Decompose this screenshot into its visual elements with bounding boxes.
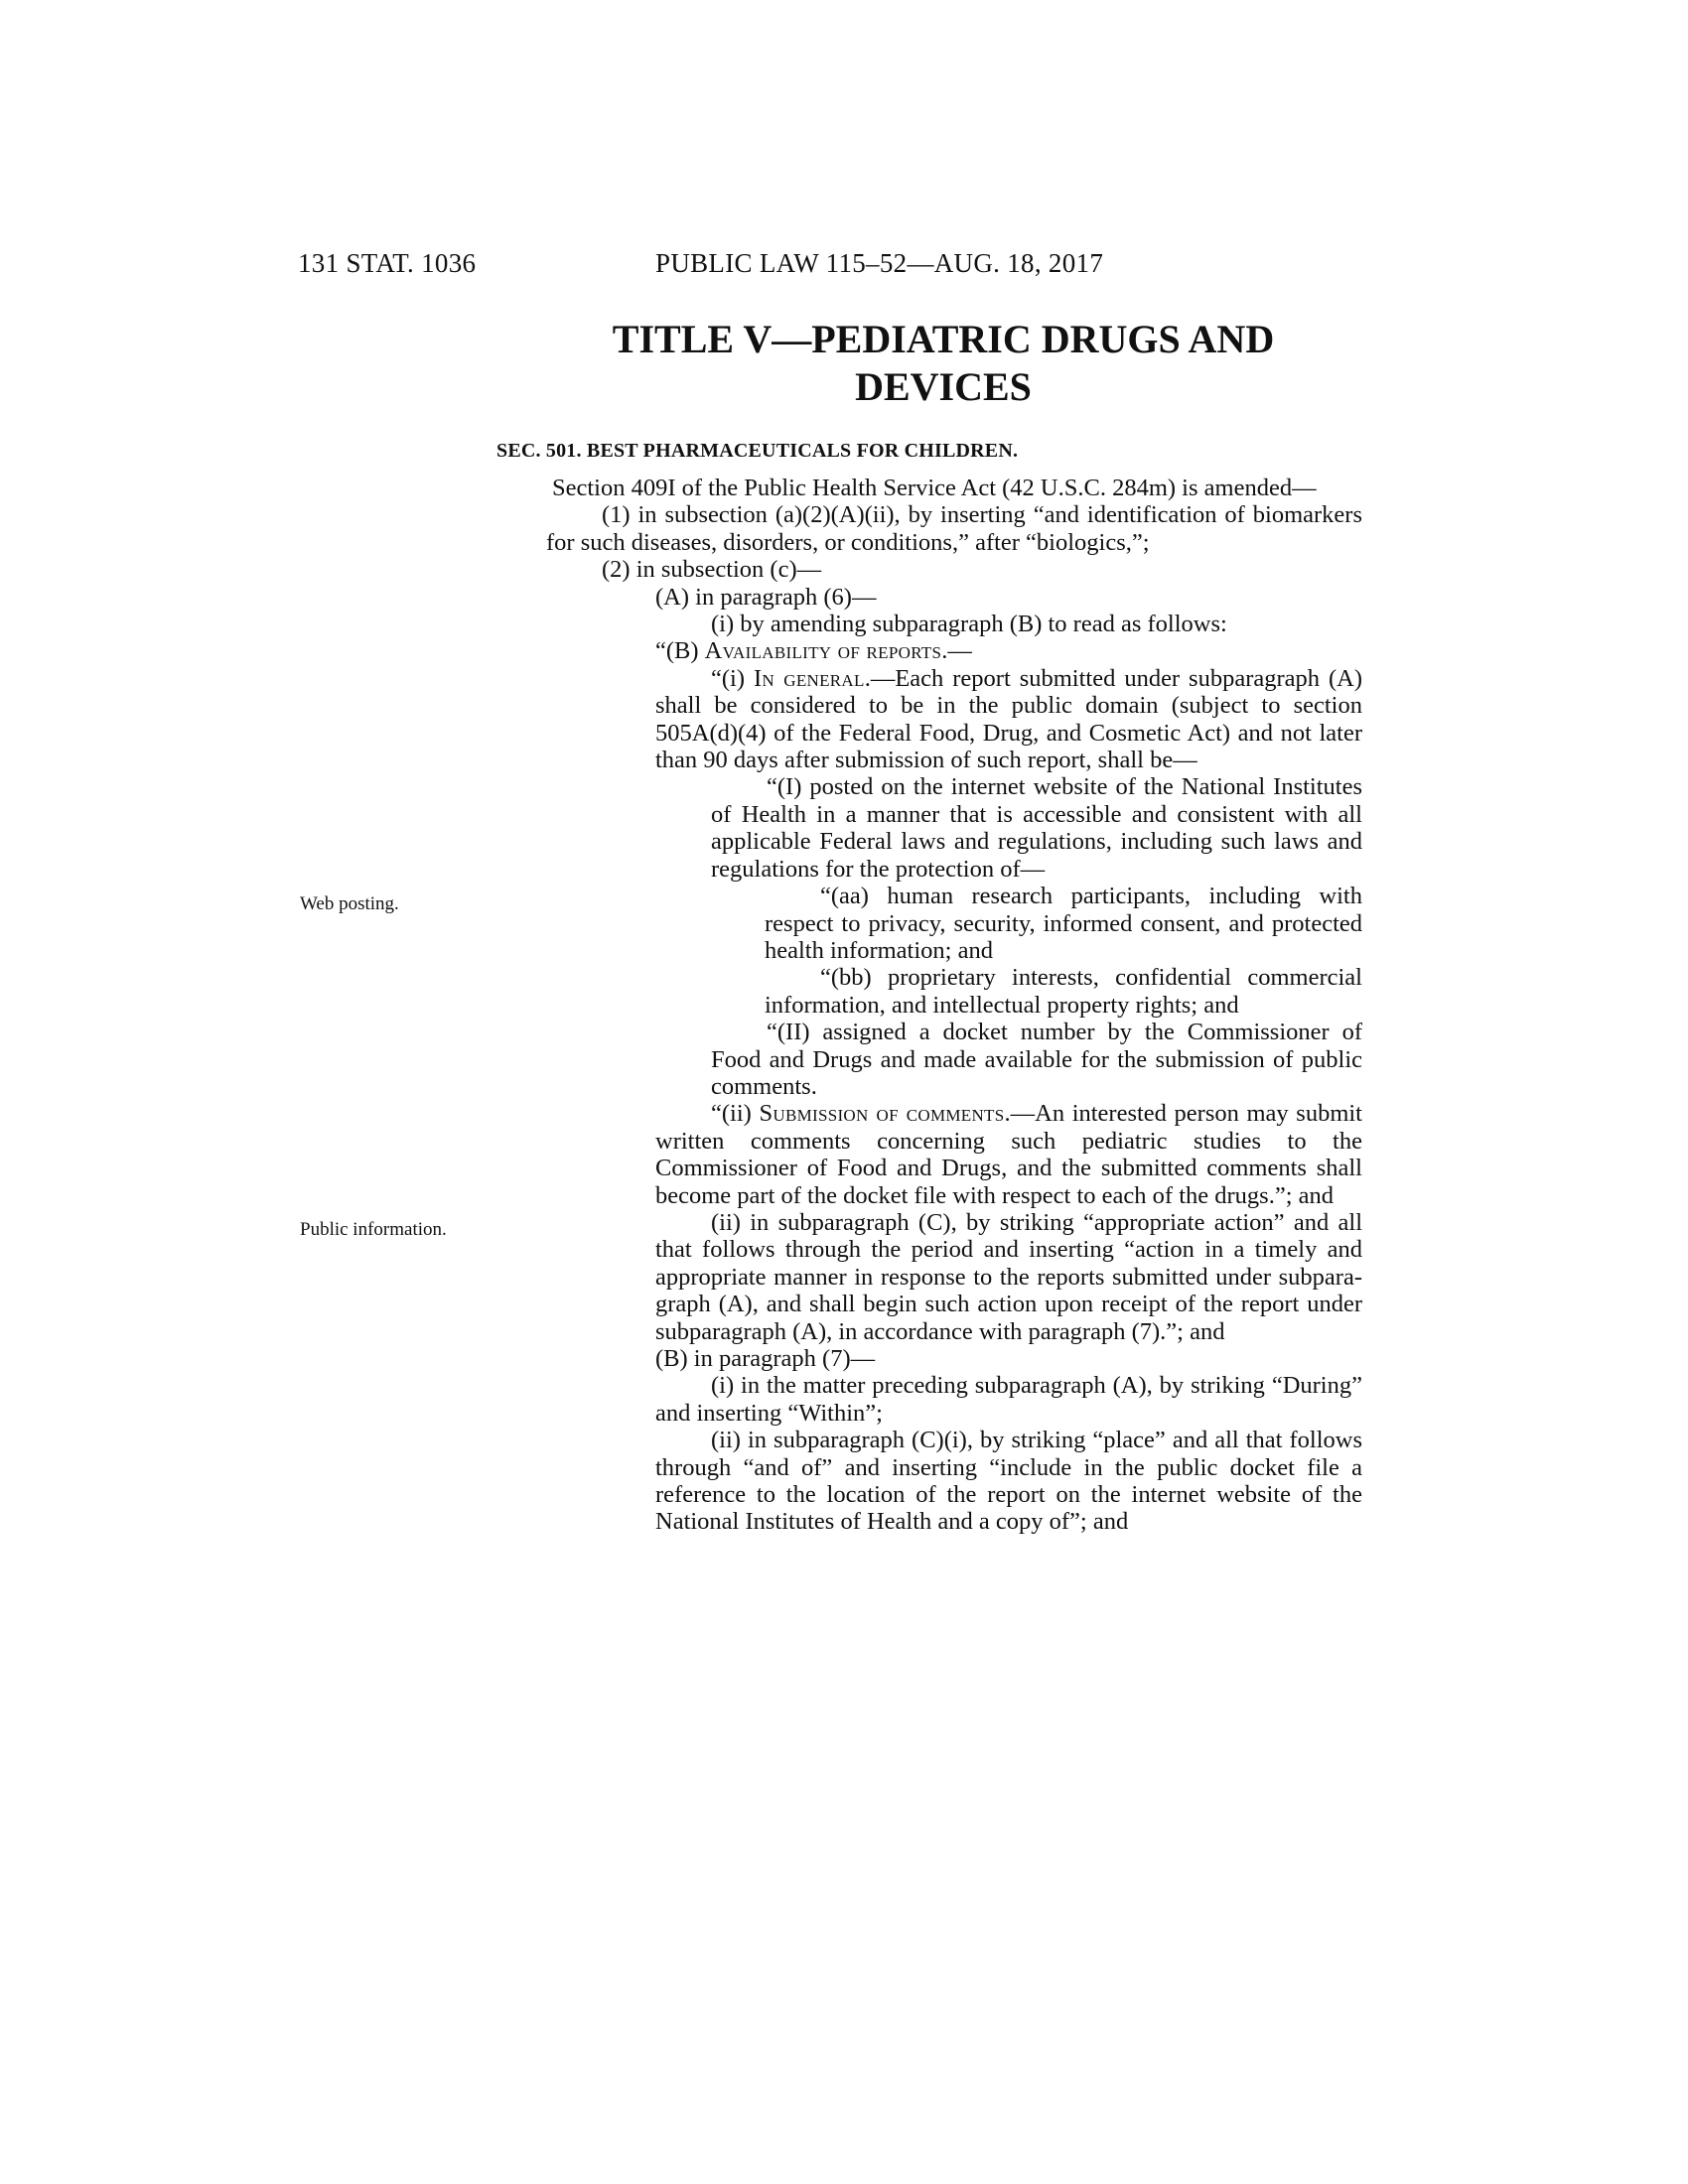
paragraph-I-posted: “(I) posted on the internet website of the National Institutes of Health in a manner that is accessible and consistent with all applicable Federal laws and regulations, including such laws and regulations for the protection of—: [711, 773, 1362, 883]
paragraph-i-amend: (i) by amending subparagraph (B) to read as follows:: [711, 611, 1227, 638]
paragraph-i-heading: In general: [753, 664, 865, 692]
paragraph-B-7: (B) in paragraph (7)—: [655, 1345, 876, 1372]
paragraph-i-text: .—Each report submitted under subparagraph (A) shall be considered to be in the public domain (subject to section 505A(d)(4) of the Federal Food, Drug, and Cosmetic Act) and not later than 90 days after submission of such report, shall be—: [655, 664, 1363, 774]
statute-citation: 131 STAT. 1036: [298, 248, 477, 278]
paragraph-i-during: (i) in the matter preceding subparagraph (A), by striking “During” and inserting “Within”;: [655, 1372, 1362, 1427]
title-line-1: TITLE V—PEDIATRIC DRUGS AND: [612, 317, 1275, 361]
paragraph-intro: Section 409I of the Public Health Service Act (42 U.S.C. 284m) is amended—: [552, 475, 1317, 501]
paragraph-ii-heading: Submission of comments: [759, 1100, 1005, 1128]
paragraph-II-docket: “(II) assigned a docket number by the Commissioner of Food and Drugs and made available for the submission of public comments.: [711, 1019, 1362, 1100]
paragraph-B-prefix: “(B): [655, 637, 705, 665]
margin-note-public-information: Public information.: [300, 1219, 447, 1240]
body-text: [496, 475, 1362, 1536]
paragraph-B-availability: [496, 637, 1362, 664]
paragraph-bb: “(bb) proprietary interests, confidential commercial information, and intellectual property rights; and: [765, 964, 1362, 1019]
paragraph-B-suffix: .—: [941, 637, 972, 665]
paragraph-A: (A) in paragraph (6)—: [655, 583, 877, 611]
paragraph-2: (2) in subsection (c)—: [602, 556, 822, 584]
paragraph-ii-text: .—An interested person may submit written comments concerning such pediatric studies to the Commissioner of Food and Drugs, and the submitted comments shall become part of the docket file with respect to each of the drugs.”; and: [655, 1100, 1362, 1209]
paragraph-ii-subparagraph-C: (ii) in subparagraph (C), by striking “appropriate action” and all that follows through the period and inserting “action in a timely and appropriate manner in response to the reports submitted under subparagraph (A), and shall begin such action upon receipt of the report under subparagraph (A), in accordance with paragraph (7).”; and: [655, 1208, 1362, 1345]
paragraph-aa: “(aa) human research participants, including with respect to privacy, security, informed consent, and protected health information; and: [765, 883, 1362, 964]
paragraph-ii-submission: [496, 1100, 1362, 1209]
paragraph-i-in-general: [496, 665, 1362, 774]
title-heading: [496, 316, 1390, 411]
section-heading: SEC. 501. BEST PHARMACEUTICALS FOR CHILDREN.: [496, 440, 1019, 462]
paragraph-B-heading: Availability of reports: [704, 637, 942, 665]
paragraph-1: (1) in subsection (a)(2)(A)(ii), by inserting “and identification of biomarkers for such diseases, disorders, or conditions,” after “biologics,”;: [546, 501, 1362, 556]
margin-note-web-posting: Web posting.: [300, 893, 399, 914]
public-law-citation: PUBLIC LAW 115–52—AUG. 18, 2017: [655, 248, 1104, 278]
paragraph-ii-prefix: “(ii): [711, 1100, 760, 1128]
page-header: [298, 248, 1211, 288]
paragraph-ii-place: (ii) in subparagraph (C)(i), by striking “place” and all that follows through “and of” and inserting “include in the public docket file a reference to the location of the report on the internet website of the National Institutes of Health and a copy of”; and: [655, 1427, 1362, 1536]
title-line-2: DEVICES: [855, 364, 1032, 409]
paragraph-i-prefix: “(i): [711, 664, 754, 692]
